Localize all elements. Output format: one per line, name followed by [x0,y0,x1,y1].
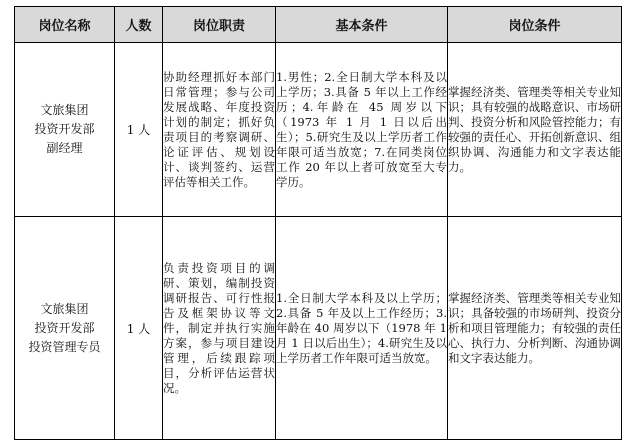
header-duties: 岗位职责 [163,7,276,43]
job-table [14,6,622,440]
table-row [15,43,622,217]
table-header-row [15,7,622,43]
basic-conditions-cell: 1.全日制大学本科及以上学历；2.具备 5 年及以上工作经历；3.年龄在 40 周岁以下（1978 年 1 月 1 日以后出生）；4.研究生及以上学历者工作年限可适当放宽。 [276,217,448,440]
duties-cell: 协助经理抓好本部门日常管理；参与公司发展战略、年度投资计划的制定；抓好负责项目的考察调研、论证评估、规划设计、谈判签约、运营评估等相关工作。 [163,43,276,217]
header-headcount: 人数 [115,7,163,43]
position-name-line: 投资管理专员 [28,339,101,354]
position-conditions-cell: 掌握经济类、管理类等相关专业知识；具有较强的战略意识、市场研判、投资分析和风险管控能力；有较强的责任心、开拓创新意识、组织协调、沟通能力和文字表达能力。 [448,43,622,217]
table-row [15,217,622,440]
position-name-line: 文旅集团 [40,301,89,316]
position-name-line: 投资开发部 [34,320,95,335]
duties-cell: 负责投资项目的调研、策划，编制投资调研报告、可行性报告及框架协议等文件，制定并执行实施方案，参与项目建设管理，后续跟踪项目，分析评估运营状况。 [163,217,276,440]
position-name-line: 副经理 [46,141,83,155]
header-position-name: 岗位名称 [15,7,115,43]
position-name-cell [15,217,115,440]
basic-conditions-cell: 1.男性；2.全日制大学本科及以上学历；3.具备 5 年以上工作经历；4.年龄在 45 周岁以下（1973 年 1 月 1 日以后出生）；5.研究生及以上学历者工作年限可适当放宽；7.在同类岗位工作 20 年以上者可放宽至大专学历。 [276,43,448,217]
position-name-line: 投资开发部 [34,122,95,136]
headcount-cell: 1 人 [115,217,163,440]
headcount-cell: 1 人 [115,43,163,217]
header-position-conditions: 岗位条件 [448,7,622,43]
position-name-line: 文旅集团 [40,103,89,117]
header-basic-conditions: 基本条件 [276,7,448,43]
position-conditions-cell: 掌握经济类、管理类等相关专业知识；具备较强的市场研判、投资分析和项目管理能力；有较强的责任心、执行力、分析判断、沟通协调和文字表达能力。 [448,217,622,440]
position-name-cell [15,43,115,217]
